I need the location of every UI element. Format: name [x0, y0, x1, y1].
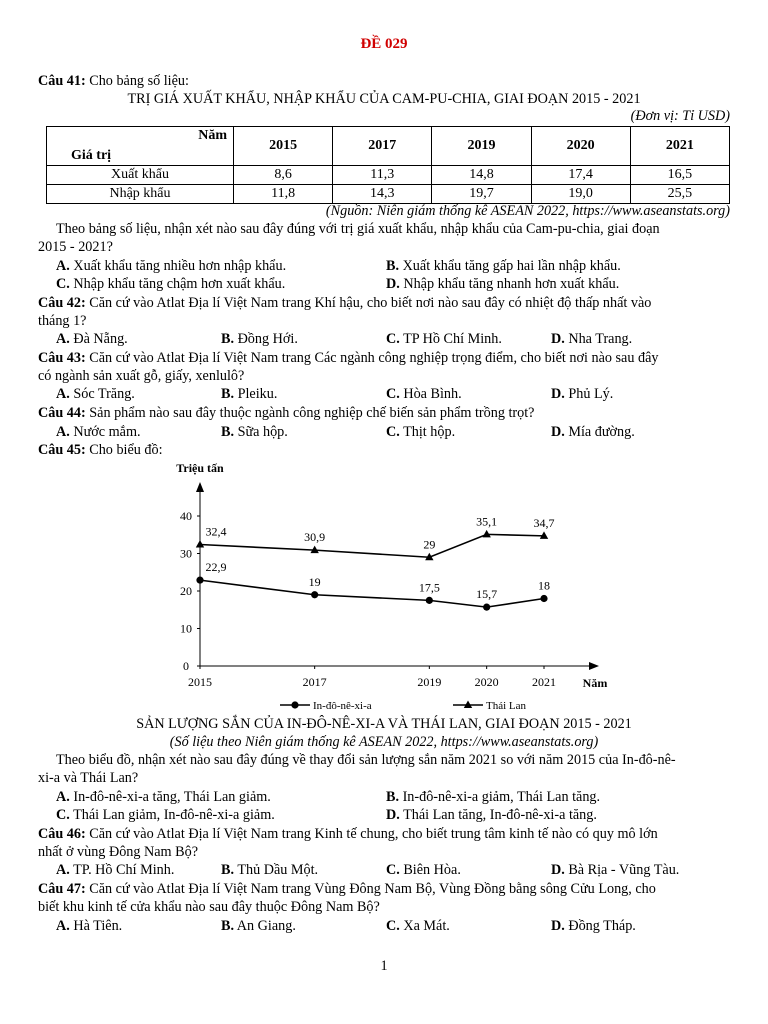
- option-text: Thái Lan tăng, In-đô-nê-xi-a tăng.: [403, 807, 597, 823]
- x-tick-label: 2019: [417, 675, 442, 689]
- option-text: Xuất khẩu tăng nhiều hơn nhập khẩu.: [73, 258, 287, 274]
- option-text: Nhập khẩu tăng nhanh hơn xuất khẩu.: [403, 276, 620, 292]
- answer-option[interactable]: [551, 862, 679, 879]
- data-label: 34,7: [533, 515, 555, 530]
- question-text: xi-a và Thái Lan?: [38, 770, 139, 786]
- chart-legend: [280, 700, 527, 712]
- question-text: Sản phẩm nào sau đây thuộc ngành công nghiệp chế biến sản phẩm trồng trọt?: [89, 405, 535, 421]
- x-axis-arrow: [589, 662, 599, 670]
- corner-value-label: Giá trị: [71, 148, 112, 163]
- question-label: Câu 43:: [38, 350, 86, 366]
- answer-option[interactable]: [386, 331, 502, 348]
- option-key: A.: [56, 258, 70, 274]
- option-key: A.: [56, 424, 70, 440]
- table-cell: 17,4: [531, 166, 630, 185]
- option-text: TP. Hồ Chí Minh.: [73, 862, 175, 878]
- question-text: Căn cứ vào Atlat Địa lí Việt Nam trang Khí hậu, cho biết nơi nào sau đây có nhiệt độ thấp nhất vào: [89, 295, 652, 311]
- option-key: B.: [221, 331, 235, 347]
- table-cell: 25,5: [630, 185, 729, 204]
- option-key: D.: [551, 386, 565, 402]
- data-point: [540, 595, 547, 602]
- answer-option[interactable]: [386, 258, 621, 275]
- answer-option[interactable]: [56, 424, 141, 441]
- option-text: Hà Tiên.: [73, 918, 123, 934]
- option-key: D.: [386, 276, 400, 292]
- option-key: C.: [56, 807, 70, 823]
- legend-label: Thái Lan: [486, 700, 527, 712]
- option-text: Sữa hộp.: [237, 424, 288, 440]
- option-text: Mía đường.: [568, 424, 635, 440]
- year-header: 2019: [432, 127, 531, 166]
- question-text: Theo bảng số liệu, nhận xét nào sau đây đúng với trị giá xuất khẩu, nhập khẩu của Cam-pu-chia, giai đoạn: [56, 221, 660, 237]
- answer-option[interactable]: [221, 862, 318, 879]
- option-text: Thịt hộp.: [403, 424, 456, 440]
- data-label: 19: [308, 574, 321, 589]
- question-text: Cho biểu đồ:: [89, 442, 163, 458]
- table-cell: 11,3: [333, 166, 432, 185]
- x-tick-label: 2015: [188, 675, 212, 689]
- answer-option[interactable]: [221, 331, 298, 348]
- answer-option[interactable]: [221, 918, 296, 935]
- option-key: B.: [221, 424, 235, 440]
- exam-title: ĐỀ 029: [360, 36, 408, 52]
- row-label: Nhập khẩu: [47, 185, 234, 204]
- question-text: Theo biểu đồ, nhận xét nào sau đây đúng về thay đổi sản lượng sắn năm 2021 so với năm 2015 của In-đô-nê-: [56, 752, 676, 768]
- option-text: Thái Lan giảm, In-đô-nê-xi-a giảm.: [73, 807, 275, 823]
- answer-option[interactable]: [551, 918, 636, 935]
- option-key: B.: [221, 386, 235, 402]
- answer-option[interactable]: [56, 918, 122, 935]
- y-tick-label: 30: [180, 546, 192, 561]
- answer-option[interactable]: [386, 424, 455, 441]
- table-header-row: [47, 127, 730, 166]
- option-key: B.: [221, 862, 235, 878]
- question-label: Câu 47:: [38, 881, 86, 897]
- answer-option[interactable]: [386, 386, 462, 403]
- answer-option[interactable]: [56, 807, 275, 824]
- table-cell: 19,7: [432, 185, 531, 204]
- table-cell: 16,5: [630, 166, 729, 185]
- question-text: Căn cứ vào Atlat Địa lí Việt Nam trang Kinh tế chung, cho biết trung tâm kinh tế nào có quy mô lớn: [89, 826, 658, 842]
- question-text: biết khu kinh tế cửa khẩu nào sau đây thuộc Đông Nam Bộ?: [38, 899, 380, 915]
- answer-option[interactable]: [221, 386, 277, 403]
- answer-option[interactable]: [386, 862, 461, 879]
- data-label: 35,1: [476, 514, 498, 529]
- year-header: 2015: [234, 127, 333, 166]
- data-label: 30,9: [304, 530, 326, 545]
- page-number: 1: [380, 958, 388, 974]
- answer-option[interactable]: [551, 424, 635, 441]
- option-text: An Giang.: [236, 918, 296, 934]
- cassava-line-chart: [150, 458, 620, 716]
- data-point: [426, 597, 433, 604]
- option-key: D.: [551, 424, 565, 440]
- question-text: Cho bảng số liệu:: [89, 73, 189, 89]
- table-corner-cell: [47, 127, 234, 166]
- series-line: [200, 534, 544, 557]
- option-key: B.: [386, 258, 400, 274]
- answer-option[interactable]: [56, 862, 174, 879]
- question-label: Câu 41:: [38, 73, 86, 89]
- option-key: D.: [386, 807, 400, 823]
- option-key: C.: [386, 862, 400, 878]
- answer-option[interactable]: [551, 386, 613, 403]
- x-tick-label: 2017: [302, 675, 327, 689]
- answer-option[interactable]: [551, 331, 632, 348]
- option-key: A.: [56, 862, 70, 878]
- table-cell: 14,3: [333, 185, 432, 204]
- option-key: A.: [56, 386, 70, 402]
- option-text: TP Hồ Chí Minh.: [403, 331, 502, 347]
- question-text: 2015 - 2021?: [38, 239, 113, 255]
- option-text: Bà Rịa - Vũng Tàu.: [568, 862, 680, 878]
- option-key: C.: [386, 918, 400, 934]
- option-text: Đồng Tháp.: [568, 918, 636, 934]
- question-45-prompt: [38, 442, 163, 459]
- answer-option[interactable]: [56, 258, 286, 275]
- option-key: D.: [551, 918, 565, 934]
- question-text: Căn cứ vào Atlat Địa lí Việt Nam trang Các ngành công nghiệp trọng điểm, cho biết nơi nào sau đây: [89, 350, 659, 366]
- data-label: 32,4: [205, 524, 227, 539]
- export-import-table: [46, 126, 730, 204]
- data-point: [196, 540, 204, 548]
- answer-option[interactable]: [386, 276, 619, 293]
- option-text: In-đô-nê-xi-a giảm, Thái Lan tăng.: [402, 789, 601, 805]
- table-row: [47, 166, 730, 185]
- x-axis-label: Năm: [582, 676, 608, 690]
- answer-option[interactable]: [386, 918, 450, 935]
- question-label: Câu 42:: [38, 295, 86, 311]
- question-label: Câu 44:: [38, 405, 86, 421]
- table-cell: 14,8: [432, 166, 531, 185]
- table-cell: 11,8: [234, 185, 333, 204]
- option-text: Nha Trang.: [568, 331, 633, 347]
- data-label: 15,7: [476, 587, 498, 602]
- question-text: tháng 1?: [38, 313, 87, 329]
- y-tick-label: 10: [180, 621, 192, 636]
- row-label: Xuất khẩu: [47, 166, 234, 185]
- y-tick-label: 40: [180, 509, 192, 523]
- option-text: Pleiku.: [237, 386, 278, 402]
- data-label: 17,5: [418, 580, 440, 595]
- question-46-prompt: [38, 826, 658, 843]
- option-key: C.: [56, 276, 70, 292]
- legend-marker: [291, 701, 298, 708]
- question-43-prompt: [38, 350, 658, 367]
- table-unit: (Đơn vị: Tỉ USD): [630, 108, 730, 124]
- data-label: 22,9: [205, 560, 227, 575]
- option-key: C.: [386, 331, 400, 347]
- chart-title: SẢN LƯỢNG SẮN CỦA IN-ĐÔ-NÊ-XI-A VÀ THÁI LAN, GIAI ĐOẠN 2015 - 2021: [136, 716, 632, 732]
- option-text: Thủ Dầu Một.: [237, 862, 319, 878]
- data-label: 29: [423, 537, 436, 552]
- option-text: In-đô-nê-xi-a tăng, Thái Lan giảm.: [73, 789, 271, 805]
- answer-option[interactable]: [221, 424, 288, 441]
- table-source: (Nguồn: Niên giám thống kê ASEAN 2022, https://www.aseanstats.org): [325, 203, 730, 219]
- option-text: Xuất khẩu tăng gấp hai lần nhập khẩu.: [402, 258, 621, 274]
- option-text: Biên Hòa.: [403, 862, 461, 878]
- y-tick-label: 20: [180, 584, 192, 598]
- option-key: C.: [386, 424, 400, 440]
- year-header: 2020: [531, 127, 630, 166]
- answer-option[interactable]: [56, 331, 128, 348]
- chart-source: (Số liệu theo Niên giám thống kê ASEAN 2022, https://www.aseanstats.org): [169, 734, 599, 750]
- option-key: D.: [551, 862, 565, 878]
- question-41-prompt: [38, 73, 189, 90]
- option-text: Xa Mát.: [403, 918, 450, 934]
- x-tick-label: 2020: [474, 675, 499, 689]
- option-key: B.: [386, 789, 400, 805]
- question-text: nhất ở vùng Đông Nam Bộ?: [38, 844, 198, 860]
- option-text: Đồng Hới.: [237, 331, 298, 347]
- data-point: [196, 577, 203, 584]
- question-label: Câu 45:: [38, 442, 86, 458]
- option-text: Phủ Lý.: [568, 386, 614, 402]
- data-point: [482, 530, 490, 538]
- answer-option[interactable]: [386, 807, 597, 824]
- legend-label: In-đô-nê-xi-a: [313, 700, 372, 712]
- data-point: [311, 591, 318, 598]
- data-label: 18: [538, 578, 550, 593]
- table-row: [47, 185, 730, 204]
- x-tick-label: 2021: [532, 675, 556, 689]
- question-42-prompt: [38, 295, 651, 312]
- option-key: A.: [56, 918, 70, 934]
- option-text: Sóc Trăng.: [73, 386, 135, 402]
- y-axis-arrow: [196, 482, 204, 492]
- answer-option[interactable]: [386, 789, 600, 806]
- answer-option[interactable]: [56, 276, 285, 293]
- table-cell: 8,6: [234, 166, 333, 185]
- y-tick-label: 0: [183, 659, 189, 673]
- option-text: Nước mắm.: [73, 424, 141, 440]
- table-cell: 19,0: [531, 185, 630, 204]
- option-key: C.: [386, 386, 400, 402]
- table-title: TRỊ GIÁ XUẤT KHẨU, NHẬP KHẨU CỦA CAM-PU-CHIA, GIAI ĐOẠN 2015 - 2021: [127, 91, 641, 107]
- option-key: B.: [221, 918, 235, 934]
- y-axis-label: Triệu tấn: [176, 461, 224, 475]
- option-key: A.: [56, 331, 70, 347]
- year-header: 2017: [333, 127, 432, 166]
- question-text: Căn cứ vào Atlat Địa lí Việt Nam trang Vùng Đông Nam Bộ, Vùng Đồng bằng sông Cửu Long, cho: [89, 881, 656, 897]
- corner-year-label: Năm: [198, 128, 227, 143]
- answer-option[interactable]: [56, 789, 271, 806]
- option-text: Nhập khẩu tăng chậm hơn xuất khẩu.: [73, 276, 286, 292]
- data-point: [483, 604, 490, 611]
- answer-option[interactable]: [56, 386, 135, 403]
- question-label: Câu 46:: [38, 826, 86, 842]
- year-header: 2021: [630, 127, 729, 166]
- option-text: Hòa Bình.: [403, 386, 462, 402]
- option-key: A.: [56, 789, 70, 805]
- option-key: D.: [551, 331, 565, 347]
- option-text: Đà Nẵng.: [73, 331, 128, 347]
- question-44-prompt: [38, 405, 534, 422]
- question-text: có ngành sản xuất gỗ, giấy, xenlulô?: [38, 368, 245, 384]
- question-47-prompt: [38, 881, 656, 898]
